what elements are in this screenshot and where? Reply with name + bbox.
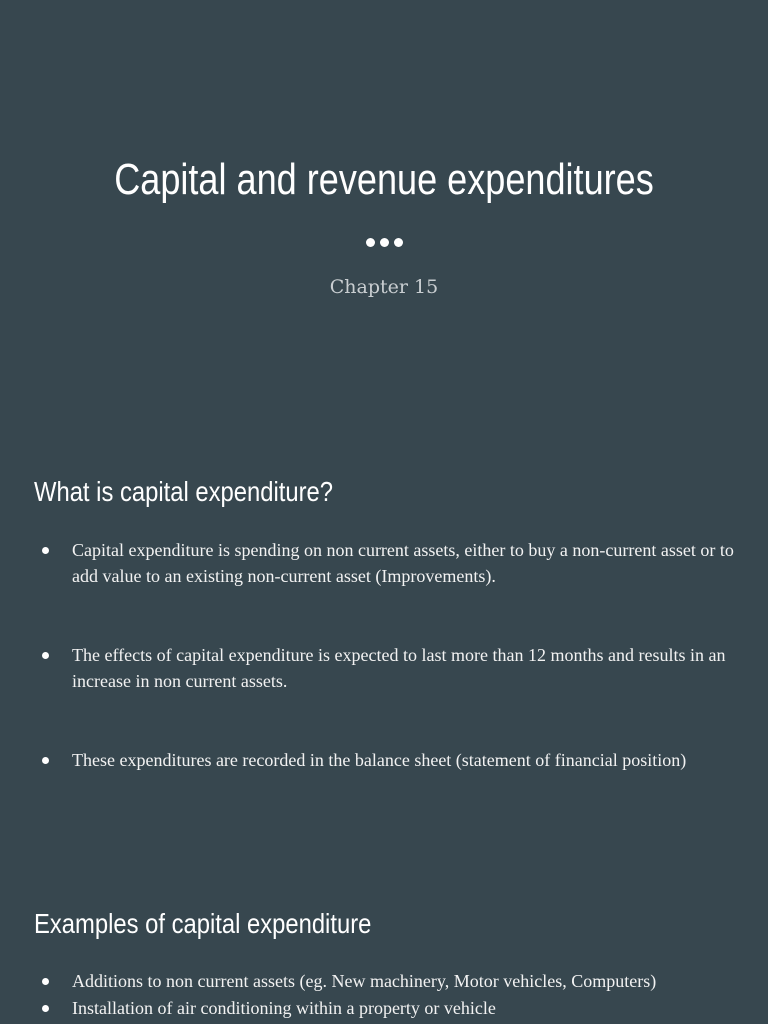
ellipsis-divider bbox=[0, 238, 768, 247]
list-item-text: Installation of air conditioning within a property or vehicle bbox=[72, 998, 496, 1018]
divider-dot bbox=[366, 238, 375, 247]
section-heading-examples: Examples of capital expenditure bbox=[34, 908, 372, 939]
slide-title: Capital and revenue expenditures bbox=[114, 155, 654, 204]
list-item bbox=[34, 968, 734, 994]
list-item-text: These expenditures are recorded in the balance sheet (statement of financial position) bbox=[72, 750, 687, 770]
list-item bbox=[34, 537, 734, 589]
slide-subtitle: Chapter 15 bbox=[329, 276, 439, 298]
list-item bbox=[34, 995, 734, 1021]
divider-dot bbox=[380, 238, 389, 247]
bullet-icon bbox=[42, 547, 49, 554]
bullet-icon bbox=[42, 1005, 49, 1012]
bullet-icon bbox=[42, 757, 49, 764]
capital-expenditure-bullet-list bbox=[34, 537, 734, 826]
list-item-text: Capital expenditure is spending on non current assets, either to buy a non-current asset or to add value to an existing non-current asset (Improvements). bbox=[72, 540, 734, 586]
list-item bbox=[34, 747, 734, 773]
examples-bullet-list bbox=[34, 968, 734, 1022]
divider-dot bbox=[394, 238, 403, 247]
bullet-icon bbox=[42, 652, 49, 659]
list-item-text: The effects of capital expenditure is expected to last more than 12 months and results in an increase in non current assets. bbox=[72, 645, 726, 691]
list-item bbox=[34, 642, 734, 694]
list-item-text: Additions to non current assets (eg. New machinery, Motor vehicles, Computers) bbox=[72, 971, 657, 991]
bullet-icon bbox=[42, 978, 49, 985]
section-heading-capital-expenditure: What is capital expenditure? bbox=[34, 476, 333, 507]
